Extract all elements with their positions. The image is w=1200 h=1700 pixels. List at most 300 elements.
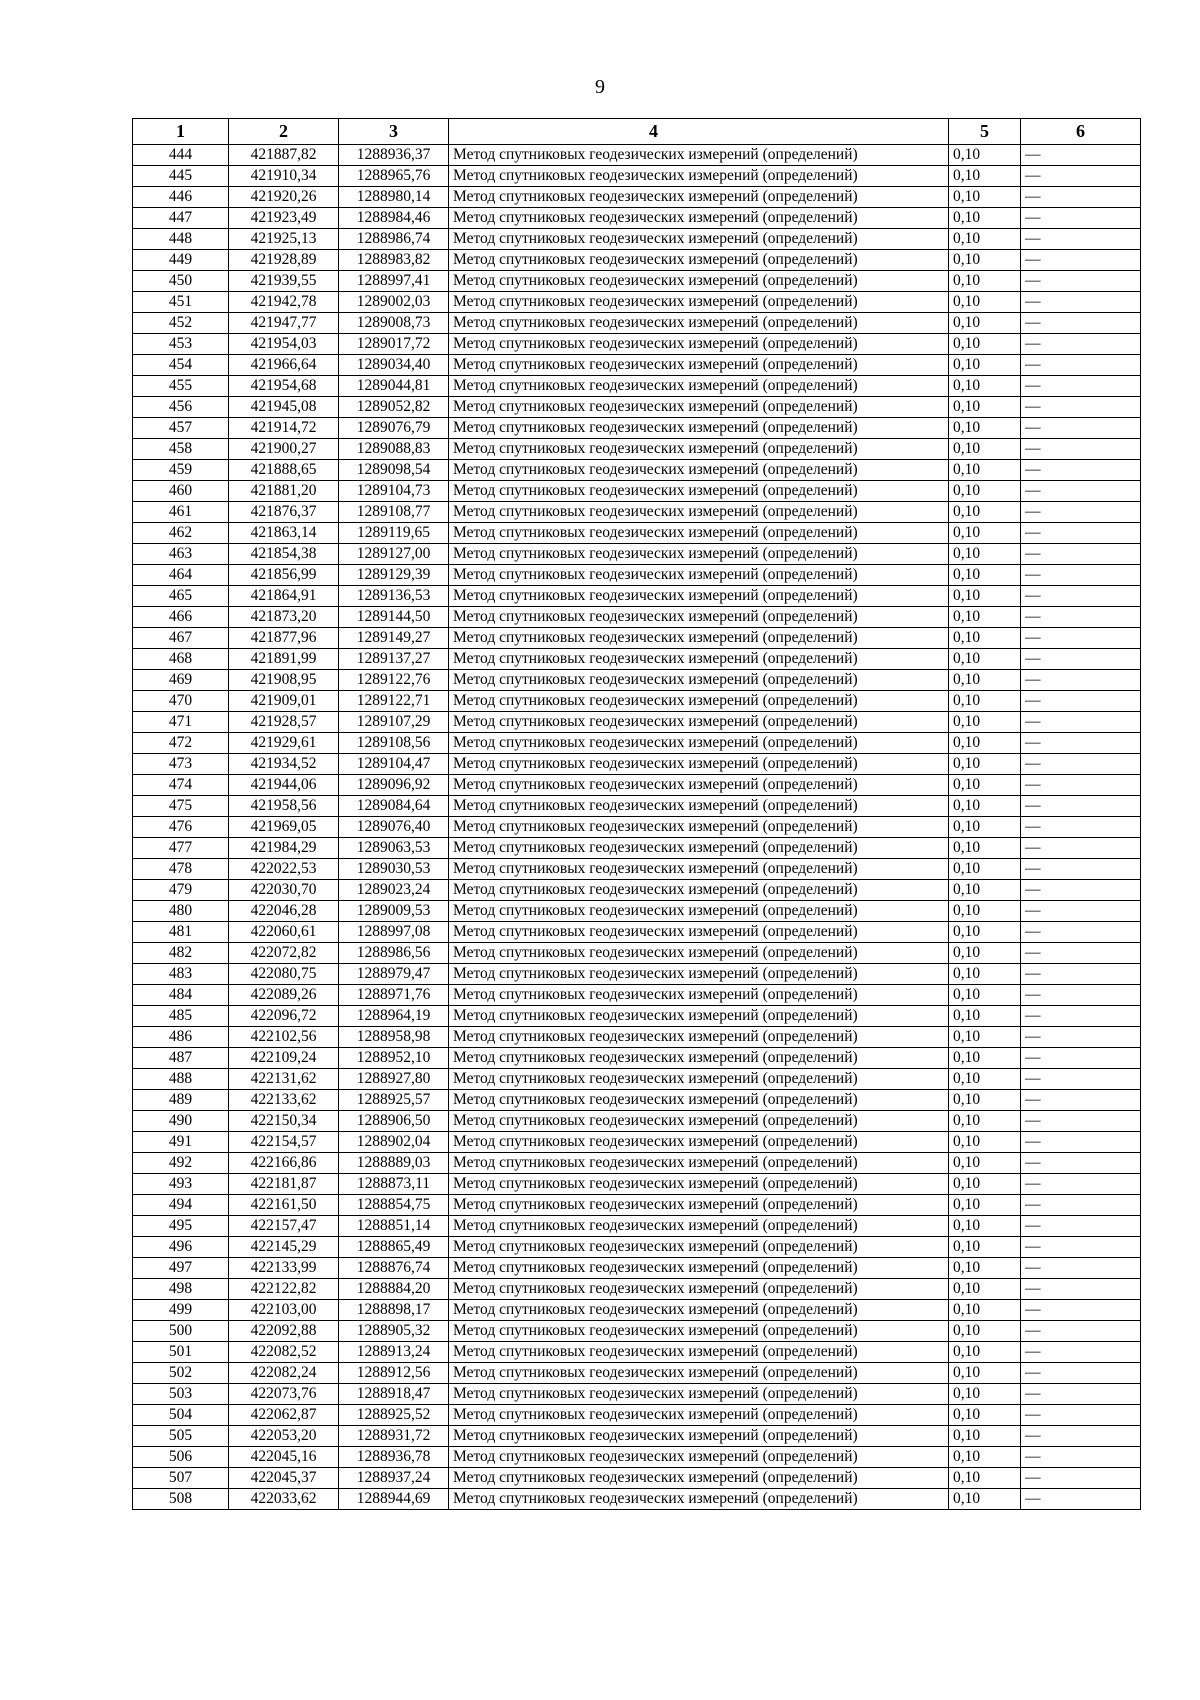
note-cell: — (1021, 1468, 1141, 1489)
note-cell: — (1021, 1111, 1141, 1132)
y-coordinate-cell: 1289144,50 (339, 607, 449, 628)
note-cell: — (1021, 628, 1141, 649)
method-cell: Метод спутниковых геодезических измерений (определений) (449, 733, 949, 754)
point-number-cell: 457 (133, 418, 229, 439)
method-cell: Метод спутниковых геодезических измерений (определений) (449, 1363, 949, 1384)
y-coordinate-cell: 1288937,24 (339, 1468, 449, 1489)
y-coordinate-cell: 1288913,24 (339, 1342, 449, 1363)
note-cell: — (1021, 649, 1141, 670)
table-row (133, 964, 1141, 985)
y-coordinate-cell: 1289108,56 (339, 733, 449, 754)
accuracy-cell: 0,10 (949, 313, 1021, 334)
x-coordinate-cell: 421984,29 (229, 838, 339, 859)
x-coordinate-cell: 421945,08 (229, 397, 339, 418)
accuracy-cell: 0,10 (949, 1132, 1021, 1153)
y-coordinate-cell: 1289107,29 (339, 712, 449, 733)
accuracy-cell: 0,10 (949, 544, 1021, 565)
x-coordinate-cell: 421876,37 (229, 502, 339, 523)
method-cell: Метод спутниковых геодезических измерений (определений) (449, 166, 949, 187)
point-number-cell: 462 (133, 523, 229, 544)
method-cell: Метод спутниковых геодезических измерений (определений) (449, 1048, 949, 1069)
y-coordinate-cell: 1289076,40 (339, 817, 449, 838)
method-cell: Метод спутниковых геодезических измерений (определений) (449, 859, 949, 880)
method-cell: Метод спутниковых геодезических измерений (определений) (449, 1384, 949, 1405)
x-coordinate-cell: 421856,99 (229, 565, 339, 586)
table-row (133, 334, 1141, 355)
y-coordinate-cell: 1289008,73 (339, 313, 449, 334)
y-coordinate-cell: 1288851,14 (339, 1216, 449, 1237)
y-coordinate-cell: 1288905,32 (339, 1321, 449, 1342)
table-row (133, 1174, 1141, 1195)
table-row (133, 1195, 1141, 1216)
point-number-cell: 483 (133, 964, 229, 985)
x-coordinate-cell: 421929,61 (229, 733, 339, 754)
method-cell: Метод спутниковых геодезических измерений (определений) (449, 817, 949, 838)
accuracy-cell: 0,10 (949, 523, 1021, 544)
accuracy-cell: 0,10 (949, 922, 1021, 943)
x-coordinate-cell: 422089,26 (229, 985, 339, 1006)
accuracy-cell: 0,10 (949, 439, 1021, 460)
y-coordinate-cell: 1289009,53 (339, 901, 449, 922)
table-header (133, 119, 1141, 145)
accuracy-cell: 0,10 (949, 838, 1021, 859)
accuracy-cell: 0,10 (949, 565, 1021, 586)
method-cell: Метод спутниковых геодезических измерений (определений) (449, 1174, 949, 1195)
note-cell: — (1021, 1216, 1141, 1237)
point-number-cell: 448 (133, 229, 229, 250)
y-coordinate-cell: 1289030,53 (339, 859, 449, 880)
note-cell: — (1021, 775, 1141, 796)
note-cell: — (1021, 166, 1141, 187)
table-row (133, 943, 1141, 964)
point-number-cell: 503 (133, 1384, 229, 1405)
method-cell: Метод спутниковых геодезических измерений (определений) (449, 208, 949, 229)
y-coordinate-cell: 1288925,57 (339, 1090, 449, 1111)
y-coordinate-cell: 1289076,79 (339, 418, 449, 439)
note-cell: — (1021, 1426, 1141, 1447)
accuracy-cell: 0,10 (949, 1111, 1021, 1132)
point-number-cell: 473 (133, 754, 229, 775)
method-cell: Метод спутниковых геодезических измерений (определений) (449, 1216, 949, 1237)
accuracy-cell: 0,10 (949, 1237, 1021, 1258)
note-cell: — (1021, 901, 1141, 922)
note-cell: — (1021, 838, 1141, 859)
x-coordinate-cell: 422082,52 (229, 1342, 339, 1363)
table-row (133, 817, 1141, 838)
y-coordinate-cell: 1289084,64 (339, 796, 449, 817)
x-coordinate-cell: 422154,57 (229, 1132, 339, 1153)
note-cell: — (1021, 1153, 1141, 1174)
accuracy-cell: 0,10 (949, 985, 1021, 1006)
table-row (133, 1300, 1141, 1321)
point-number-cell: 446 (133, 187, 229, 208)
point-number-cell: 465 (133, 586, 229, 607)
note-cell: — (1021, 796, 1141, 817)
x-coordinate-cell: 421908,95 (229, 670, 339, 691)
y-coordinate-cell: 1288986,56 (339, 943, 449, 964)
y-coordinate-cell: 1289127,00 (339, 544, 449, 565)
note-cell: — (1021, 187, 1141, 208)
table-row (133, 1447, 1141, 1468)
table-row (133, 187, 1141, 208)
note-cell: — (1021, 754, 1141, 775)
y-coordinate-cell: 1289104,73 (339, 481, 449, 502)
accuracy-cell: 0,10 (949, 481, 1021, 502)
note-cell: — (1021, 439, 1141, 460)
table-row (133, 502, 1141, 523)
accuracy-cell: 0,10 (949, 1468, 1021, 1489)
note-cell: — (1021, 1048, 1141, 1069)
point-number-cell: 467 (133, 628, 229, 649)
note-cell: — (1021, 229, 1141, 250)
header-col-3: 3 (339, 119, 449, 145)
method-cell: Метод спутниковых геодезических измерений (определений) (449, 964, 949, 985)
table-body (133, 145, 1141, 1510)
x-coordinate-cell: 421863,14 (229, 523, 339, 544)
method-cell: Метод спутниковых геодезических измерений (определений) (449, 1027, 949, 1048)
note-cell: — (1021, 1195, 1141, 1216)
method-cell: Метод спутниковых геодезических измерений (определений) (449, 586, 949, 607)
header-col-2: 2 (229, 119, 339, 145)
accuracy-cell: 0,10 (949, 271, 1021, 292)
y-coordinate-cell: 1288997,08 (339, 922, 449, 943)
x-coordinate-cell: 421881,20 (229, 481, 339, 502)
method-cell: Метод спутниковых геодезических измерений (определений) (449, 1153, 949, 1174)
x-coordinate-cell: 422030,70 (229, 880, 339, 901)
point-number-cell: 499 (133, 1300, 229, 1321)
y-coordinate-cell: 1289002,03 (339, 292, 449, 313)
method-cell: Метод спутниковых геодезических измерений (определений) (449, 1321, 949, 1342)
table-row (133, 271, 1141, 292)
point-number-cell: 502 (133, 1363, 229, 1384)
note-cell: — (1021, 565, 1141, 586)
accuracy-cell: 0,10 (949, 775, 1021, 796)
method-cell: Метод спутниковых геодезических измерений (определений) (449, 1489, 949, 1510)
accuracy-cell: 0,10 (949, 817, 1021, 838)
y-coordinate-cell: 1288984,46 (339, 208, 449, 229)
note-cell: — (1021, 607, 1141, 628)
note-cell: — (1021, 523, 1141, 544)
x-coordinate-cell: 421966,64 (229, 355, 339, 376)
method-cell: Метод спутниковых геодезических измерений (определений) (449, 901, 949, 922)
note-cell: — (1021, 1006, 1141, 1027)
x-coordinate-cell: 421934,52 (229, 754, 339, 775)
accuracy-cell: 0,10 (949, 1174, 1021, 1195)
x-coordinate-cell: 422053,20 (229, 1426, 339, 1447)
note-cell: — (1021, 1237, 1141, 1258)
table-row (133, 1216, 1141, 1237)
note-cell: — (1021, 292, 1141, 313)
point-number-cell: 445 (133, 166, 229, 187)
x-coordinate-cell: 421891,99 (229, 649, 339, 670)
x-coordinate-cell: 422092,88 (229, 1321, 339, 1342)
point-number-cell: 491 (133, 1132, 229, 1153)
table-row (133, 712, 1141, 733)
accuracy-cell: 0,10 (949, 1006, 1021, 1027)
accuracy-cell: 0,10 (949, 733, 1021, 754)
table-row (133, 1258, 1141, 1279)
point-number-cell: 470 (133, 691, 229, 712)
point-number-cell: 472 (133, 733, 229, 754)
point-number-cell: 507 (133, 1468, 229, 1489)
note-cell: — (1021, 502, 1141, 523)
accuracy-cell: 0,10 (949, 649, 1021, 670)
x-coordinate-cell: 421914,72 (229, 418, 339, 439)
method-cell: Метод спутниковых геодезических измерений (определений) (449, 439, 949, 460)
point-number-cell: 453 (133, 334, 229, 355)
x-coordinate-cell: 421928,57 (229, 712, 339, 733)
method-cell: Метод спутниковых геодезических измерений (определений) (449, 481, 949, 502)
table-row (133, 628, 1141, 649)
table-row (133, 1342, 1141, 1363)
y-coordinate-cell: 1288964,19 (339, 1006, 449, 1027)
point-number-cell: 471 (133, 712, 229, 733)
table-row (133, 418, 1141, 439)
method-cell: Метод спутниковых геодезических измерений (определений) (449, 145, 949, 166)
table-row (133, 376, 1141, 397)
table-row (133, 1384, 1141, 1405)
accuracy-cell: 0,10 (949, 250, 1021, 271)
point-number-cell: 496 (133, 1237, 229, 1258)
point-number-cell: 459 (133, 460, 229, 481)
note-cell: — (1021, 922, 1141, 943)
x-coordinate-cell: 421954,03 (229, 334, 339, 355)
x-coordinate-cell: 422181,87 (229, 1174, 339, 1195)
point-number-cell: 500 (133, 1321, 229, 1342)
method-cell: Метод спутниковых геодезических измерений (определений) (449, 418, 949, 439)
method-cell: Метод спутниковых геодезических измерений (определений) (449, 187, 949, 208)
note-cell: — (1021, 943, 1141, 964)
x-coordinate-cell: 421954,68 (229, 376, 339, 397)
y-coordinate-cell: 1288854,75 (339, 1195, 449, 1216)
note-cell: — (1021, 418, 1141, 439)
x-coordinate-cell: 422131,62 (229, 1069, 339, 1090)
table-row (133, 313, 1141, 334)
point-number-cell: 464 (133, 565, 229, 586)
table-row (133, 439, 1141, 460)
point-number-cell: 486 (133, 1027, 229, 1048)
note-cell: — (1021, 964, 1141, 985)
x-coordinate-cell: 422080,75 (229, 964, 339, 985)
point-number-cell: 479 (133, 880, 229, 901)
table-row (133, 796, 1141, 817)
note-cell: — (1021, 271, 1141, 292)
table-row (133, 229, 1141, 250)
note-cell: — (1021, 1321, 1141, 1342)
y-coordinate-cell: 1289023,24 (339, 880, 449, 901)
y-coordinate-cell: 1288884,20 (339, 1279, 449, 1300)
x-coordinate-cell: 421920,26 (229, 187, 339, 208)
y-coordinate-cell: 1288952,10 (339, 1048, 449, 1069)
method-cell: Метод спутниковых геодезических измерений (определений) (449, 376, 949, 397)
accuracy-cell: 0,10 (949, 1300, 1021, 1321)
y-coordinate-cell: 1289096,92 (339, 775, 449, 796)
y-coordinate-cell: 1289137,27 (339, 649, 449, 670)
x-coordinate-cell: 421969,05 (229, 817, 339, 838)
accuracy-cell: 0,10 (949, 355, 1021, 376)
method-cell: Метод спутниковых геодезических измерений (определений) (449, 565, 949, 586)
point-number-cell: 447 (133, 208, 229, 229)
accuracy-cell: 0,10 (949, 691, 1021, 712)
method-cell: Метод спутниковых геодезических измерений (определений) (449, 670, 949, 691)
note-cell: — (1021, 1069, 1141, 1090)
point-number-cell: 476 (133, 817, 229, 838)
accuracy-cell: 0,10 (949, 502, 1021, 523)
note-cell: — (1021, 145, 1141, 166)
x-coordinate-cell: 422033,62 (229, 1489, 339, 1510)
accuracy-cell: 0,10 (949, 1279, 1021, 1300)
method-cell: Метод спутниковых геодезических измерений (определений) (449, 1111, 949, 1132)
accuracy-cell: 0,10 (949, 628, 1021, 649)
accuracy-cell: 0,10 (949, 1321, 1021, 1342)
y-coordinate-cell: 1288925,52 (339, 1405, 449, 1426)
accuracy-cell: 0,10 (949, 292, 1021, 313)
x-coordinate-cell: 422166,86 (229, 1153, 339, 1174)
y-coordinate-cell: 1289122,76 (339, 670, 449, 691)
y-coordinate-cell: 1289063,53 (339, 838, 449, 859)
note-cell: — (1021, 376, 1141, 397)
x-coordinate-cell: 421944,06 (229, 775, 339, 796)
point-number-cell: 498 (133, 1279, 229, 1300)
table-row (133, 1279, 1141, 1300)
point-number-cell: 482 (133, 943, 229, 964)
table-row (133, 250, 1141, 271)
point-number-cell: 478 (133, 859, 229, 880)
method-cell: Метод спутниковых геодезических измерений (определений) (449, 1132, 949, 1153)
point-number-cell: 487 (133, 1048, 229, 1069)
method-cell: Метод спутниковых геодезических измерений (определений) (449, 334, 949, 355)
point-number-cell: 480 (133, 901, 229, 922)
method-cell: Метод спутниковых геодезических измерений (определений) (449, 250, 949, 271)
point-number-cell: 474 (133, 775, 229, 796)
table-row (133, 166, 1141, 187)
method-cell: Метод спутниковых геодезических измерений (определений) (449, 1279, 949, 1300)
note-cell: — (1021, 985, 1141, 1006)
note-cell: — (1021, 1405, 1141, 1426)
table-row (133, 208, 1141, 229)
x-coordinate-cell: 421947,77 (229, 313, 339, 334)
note-cell: — (1021, 1342, 1141, 1363)
method-cell: Метод спутниковых геодезических измерений (определений) (449, 355, 949, 376)
method-cell: Метод спутниковых геодезических измерений (определений) (449, 1342, 949, 1363)
y-coordinate-cell: 1289044,81 (339, 376, 449, 397)
table-row (133, 754, 1141, 775)
accuracy-cell: 0,10 (949, 1069, 1021, 1090)
table-row (133, 1027, 1141, 1048)
table-row (133, 1405, 1141, 1426)
note-cell: — (1021, 586, 1141, 607)
method-cell: Метод спутниковых геодезических измерений (определений) (449, 1468, 949, 1489)
table-row (133, 838, 1141, 859)
note-cell: — (1021, 712, 1141, 733)
note-cell: — (1021, 670, 1141, 691)
x-coordinate-cell: 422096,72 (229, 1006, 339, 1027)
y-coordinate-cell: 1289122,71 (339, 691, 449, 712)
y-coordinate-cell: 1288931,72 (339, 1426, 449, 1447)
x-coordinate-cell: 421877,96 (229, 628, 339, 649)
method-cell: Метод спутниковых геодезических измерений (определений) (449, 712, 949, 733)
x-coordinate-cell: 422060,61 (229, 922, 339, 943)
table-row (133, 460, 1141, 481)
method-cell: Метод спутниковых геодезических измерений (определений) (449, 607, 949, 628)
note-cell: — (1021, 691, 1141, 712)
x-coordinate-cell: 421900,27 (229, 439, 339, 460)
accuracy-cell: 0,10 (949, 796, 1021, 817)
accuracy-cell: 0,10 (949, 1153, 1021, 1174)
x-coordinate-cell: 422161,50 (229, 1195, 339, 1216)
y-coordinate-cell: 1288997,41 (339, 271, 449, 292)
point-number-cell: 450 (133, 271, 229, 292)
method-cell: Метод спутниковых геодезических измерений (определений) (449, 1195, 949, 1216)
method-cell: Метод спутниковых геодезических измерений (определений) (449, 754, 949, 775)
table-row (133, 1132, 1141, 1153)
point-number-cell: 461 (133, 502, 229, 523)
y-coordinate-cell: 1288971,76 (339, 985, 449, 1006)
note-cell: — (1021, 1300, 1141, 1321)
x-coordinate-cell: 422062,87 (229, 1405, 339, 1426)
y-coordinate-cell: 1288898,17 (339, 1300, 449, 1321)
method-cell: Метод спутниковых геодезических измерений (определений) (449, 460, 949, 481)
table-row (133, 292, 1141, 313)
accuracy-cell: 0,10 (949, 376, 1021, 397)
y-coordinate-cell: 1289108,77 (339, 502, 449, 523)
note-cell: — (1021, 1258, 1141, 1279)
method-cell: Метод спутниковых геодезических измерений (определений) (449, 502, 949, 523)
x-coordinate-cell: 422150,34 (229, 1111, 339, 1132)
note-cell: — (1021, 880, 1141, 901)
note-cell: — (1021, 1447, 1141, 1468)
table-row (133, 775, 1141, 796)
x-coordinate-cell: 421864,91 (229, 586, 339, 607)
method-cell: Метод спутниковых геодезических измерений (определений) (449, 943, 949, 964)
note-cell: — (1021, 460, 1141, 481)
table-row (133, 1153, 1141, 1174)
note-cell: — (1021, 208, 1141, 229)
y-coordinate-cell: 1289119,65 (339, 523, 449, 544)
accuracy-cell: 0,10 (949, 460, 1021, 481)
point-number-cell: 456 (133, 397, 229, 418)
accuracy-cell: 0,10 (949, 1384, 1021, 1405)
method-cell: Метод спутниковых геодезических измерений (определений) (449, 229, 949, 250)
note-cell: — (1021, 1174, 1141, 1195)
table-row (133, 1321, 1141, 1342)
point-number-cell: 455 (133, 376, 229, 397)
table-row (133, 859, 1141, 880)
note-cell: — (1021, 1279, 1141, 1300)
point-number-cell: 460 (133, 481, 229, 502)
point-number-cell: 497 (133, 1258, 229, 1279)
method-cell: Метод спутниковых геодезических измерений (определений) (449, 628, 949, 649)
y-coordinate-cell: 1288906,50 (339, 1111, 449, 1132)
accuracy-cell: 0,10 (949, 1258, 1021, 1279)
note-cell: — (1021, 313, 1141, 334)
table-row (133, 922, 1141, 943)
note-cell: — (1021, 1489, 1141, 1510)
method-cell: Метод спутниковых геодезических измерений (определений) (449, 1258, 949, 1279)
y-coordinate-cell: 1288983,82 (339, 250, 449, 271)
note-cell: — (1021, 1363, 1141, 1384)
point-number-cell: 485 (133, 1006, 229, 1027)
method-cell: Метод спутниковых геодезических измерений (определений) (449, 1006, 949, 1027)
accuracy-cell: 0,10 (949, 334, 1021, 355)
table-row (133, 1426, 1141, 1447)
y-coordinate-cell: 1289034,40 (339, 355, 449, 376)
method-cell: Метод спутниковых геодезических измерений (определений) (449, 1426, 949, 1447)
x-coordinate-cell: 422103,00 (229, 1300, 339, 1321)
accuracy-cell: 0,10 (949, 229, 1021, 250)
method-cell: Метод спутниковых геодезических измерений (определений) (449, 1090, 949, 1111)
accuracy-cell: 0,10 (949, 880, 1021, 901)
